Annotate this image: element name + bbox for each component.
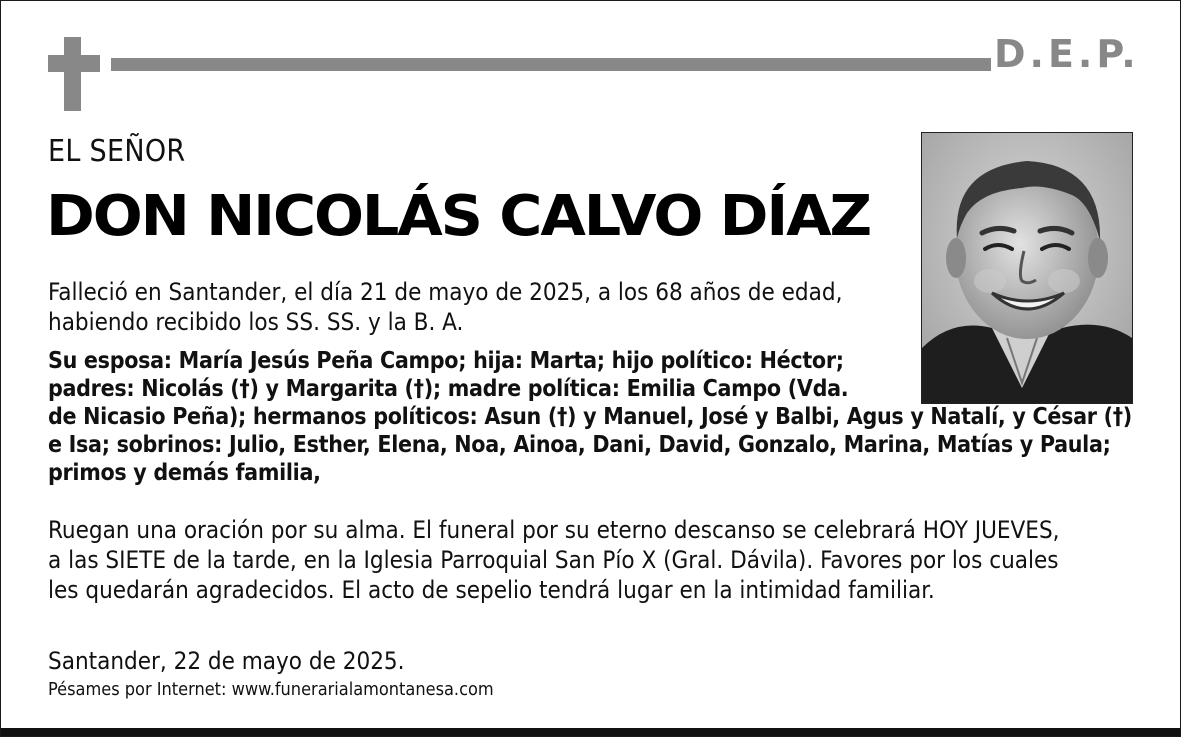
dep-label: D.E.P. (994, 32, 1140, 76)
funeral-line: les quedarán agradecidos. El acto de sepelio tendrá lugar en la intimidad familiar. (48, 576, 935, 604)
family-line: e Isa; sobrinos: Julio, Esther, Elena, Noa, Ainoa, Dani, David, Gonzalo, Marina, Matías y Paula; (48, 432, 1111, 458)
death-notice-line: Falleció en Santander, el día 21 de mayo de 2025, a los 68 años de edad, (48, 278, 843, 306)
family-list (48, 347, 1132, 487)
place-date: Santander, 22 de mayo de 2025. (48, 647, 405, 675)
condolences-web: Pésames por Internet: www.funerarialamontanesa.com (48, 679, 494, 700)
funeral-line: Ruegan una oración por su alma. El funeral por su eterno descanso se celebrará HOY JUEVES, (48, 516, 1060, 544)
death-notice (48, 277, 842, 337)
latin-cross-icon (48, 37, 100, 111)
family-line: Su esposa: María Jesús Peña Campo; hija: Marta; hijo político: Héctor; (48, 348, 844, 374)
funeral-line: a las SIETE de la tarde, en la Iglesia Parroquial San Pío X (Gral. Dávila). Favores por los cuales (48, 546, 1059, 574)
family-line: primos y demás familia, (48, 460, 321, 486)
funeral-details (48, 515, 1060, 605)
header-rule (111, 58, 991, 71)
death-notice-line: habiendo recibido los SS. SS. y la B. A. (48, 308, 464, 336)
bottom-border (1, 728, 1180, 736)
deceased-name: DON NICOLÁS CALVO DÍAZ (46, 184, 871, 249)
salutation: EL SEÑOR (48, 134, 186, 169)
family-line: padres: Nicolás (†) y Margarita (†); madre política: Emilia Campo (Vda. (48, 376, 849, 402)
family-line: de Nicasio Peña); hermanos políticos: Asun (†) y Manuel, José y Balbi, Agus y Natalí, y César (†) (48, 404, 1132, 430)
